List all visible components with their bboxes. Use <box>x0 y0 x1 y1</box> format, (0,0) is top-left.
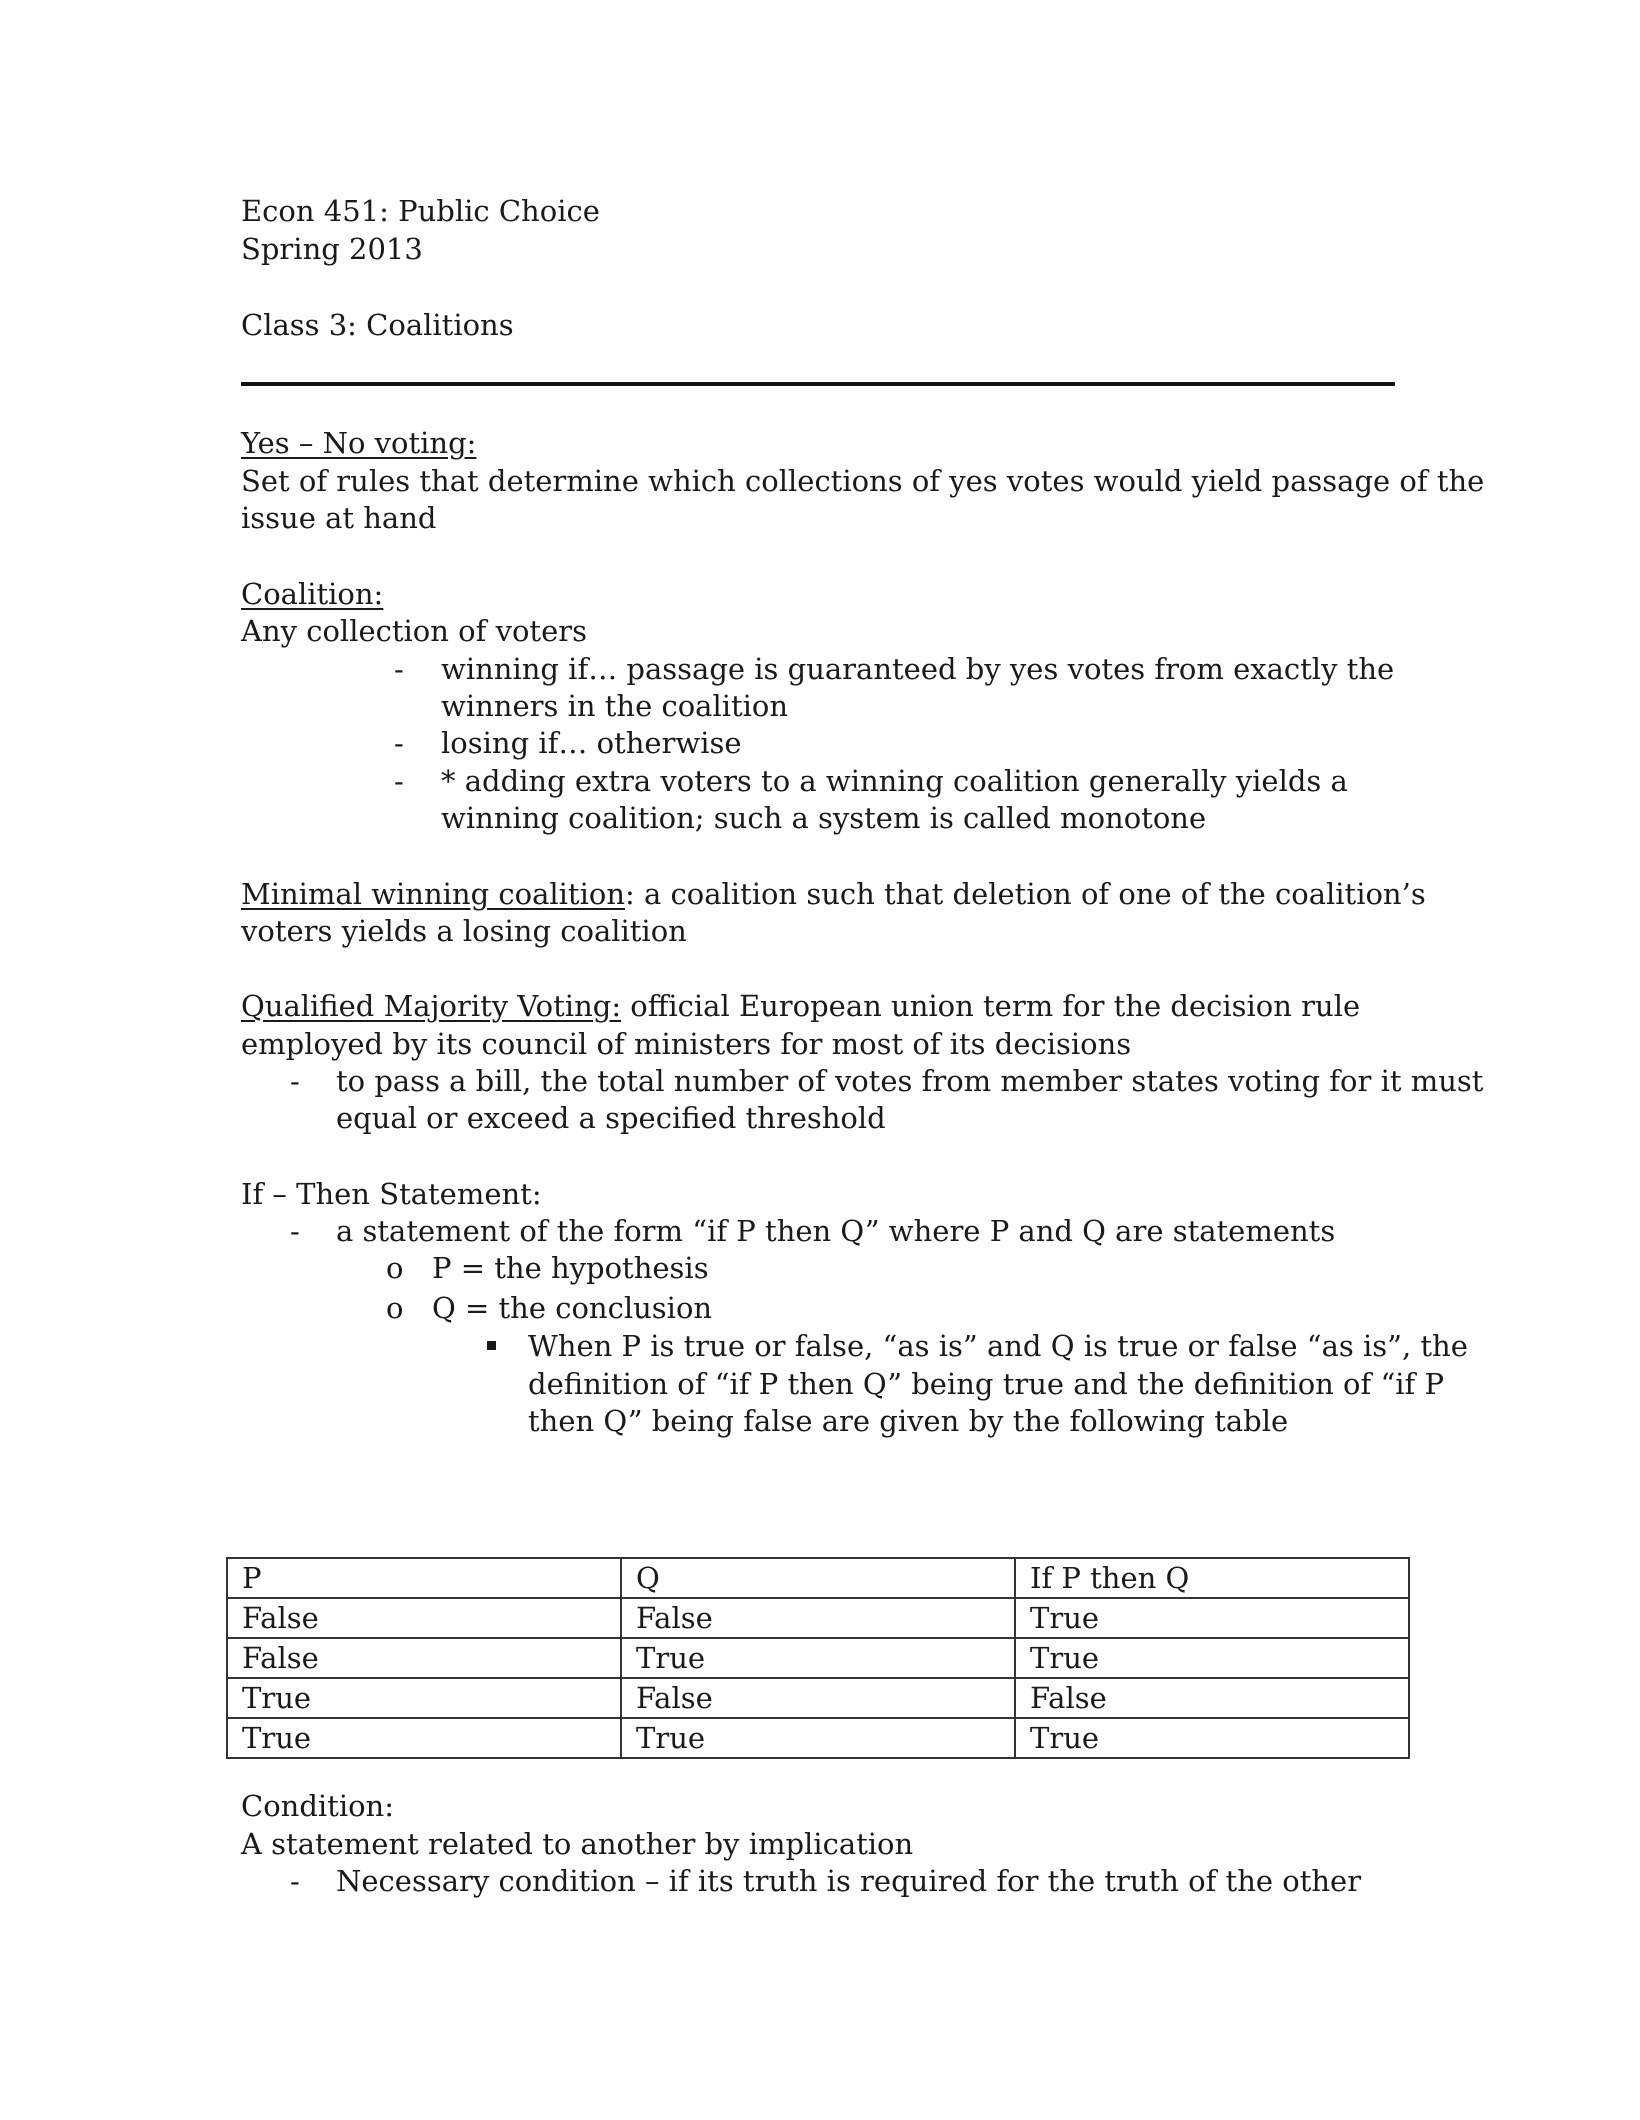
necessary-condition-bullet: Necessary condition – if its truth is required for the truth of the other <box>336 1864 1362 1898</box>
minimal-line-1 <box>241 875 1426 913</box>
circle-bullet-marker: o <box>386 1251 404 1285</box>
coalition-bullet-monotone-2: winning coalition; such a system is called monotone <box>441 801 1207 835</box>
table-cell: True <box>227 1678 621 1718</box>
coalition-bullet-winning-2: winners in the coalition <box>441 689 789 723</box>
minimal-line-2: voters yields a losing coalition <box>241 914 687 948</box>
table-header-row <box>227 1558 1409 1598</box>
conclusion-line: Q = the conclusion <box>432 1291 713 1325</box>
if-then-bullet: a statement of the form “if P then Q” where P and Q are statements <box>336 1214 1336 1248</box>
table-row <box>227 1638 1409 1678</box>
table-cell: True <box>1015 1638 1409 1678</box>
condition-heading: Condition: <box>241 1789 395 1823</box>
minimal-definition: : a coalition such that deletion of one of the coalition’s <box>625 877 1426 911</box>
hypothesis-line: P = the hypothesis <box>432 1251 709 1285</box>
qmv-line-2: employed by its council of ministers for most of its decisions <box>241 1027 1132 1061</box>
coalition-heading: Coalition: <box>241 577 384 611</box>
dash-marker: - <box>394 726 404 760</box>
square-bullet-icon <box>487 1341 496 1350</box>
table-cell: False <box>227 1638 621 1678</box>
coalition-definition: Any collection of voters <box>241 614 587 648</box>
table-row <box>227 1678 1409 1718</box>
qmv-bullet-2: equal or exceed a specified threshold <box>336 1101 886 1135</box>
dash-marker: - <box>290 1214 300 1248</box>
table-cell: False <box>1015 1678 1409 1718</box>
if-then-detail-3: then Q” being false are given by the following table <box>528 1404 1289 1438</box>
if-then-detail-1: When P is true or false, “as is” and Q is true or false “as is”, the <box>528 1329 1468 1363</box>
table-cell: True <box>1015 1718 1409 1758</box>
yes-no-line-1: Set of rules that determine which collections of yes votes would yield passage of the <box>241 464 1485 498</box>
qmv-definition: official European union term for the decision rule <box>621 989 1361 1023</box>
horizontal-rule <box>241 382 1395 386</box>
dash-marker: - <box>290 1864 300 1898</box>
if-then-heading: If – Then Statement: <box>241 1177 542 1211</box>
table-row <box>227 1718 1409 1758</box>
coalition-bullet-winning-1: winning if… passage is guaranteed by yes votes from exactly the <box>441 652 1395 686</box>
if-then-detail-2: definition of “if P then Q” being true and the definition of “if P <box>528 1367 1445 1401</box>
qmv-bullet-1: to pass a bill, the total number of votes from member states voting for it must <box>336 1064 1484 1098</box>
dash-marker: - <box>394 764 404 798</box>
dash-marker: - <box>394 652 404 686</box>
yes-no-line-2: issue at hand <box>241 501 437 535</box>
table-cell: False <box>621 1598 1015 1638</box>
yes-no-heading: Yes – No voting: <box>241 426 477 460</box>
condition-definition: A statement related to another by implication <box>241 1827 914 1861</box>
table-cell: True <box>621 1638 1015 1678</box>
class-title: Class 3: Coalitions <box>241 308 514 342</box>
table-header-cell: If P then Q <box>1015 1558 1409 1598</box>
truth-table <box>226 1557 1410 1759</box>
qmv-term: Qualified Majority Voting: <box>241 989 622 1023</box>
coalition-bullet-monotone-1: * adding extra voters to a winning coalition generally yields a <box>441 764 1348 798</box>
table-cell: True <box>1015 1598 1409 1638</box>
dash-marker: - <box>290 1064 300 1098</box>
minimal-term: Minimal winning coalition <box>241 877 625 911</box>
qmv-line-1 <box>241 987 1360 1025</box>
table-row <box>227 1598 1409 1638</box>
table-header-cell: P <box>227 1558 621 1598</box>
course-title: Econ 451: Public Choice <box>241 194 600 228</box>
coalition-bullet-losing: losing if… otherwise <box>441 726 742 760</box>
table-header-cell: Q <box>621 1558 1015 1598</box>
table-cell: True <box>227 1718 621 1758</box>
table-cell: False <box>621 1678 1015 1718</box>
circle-bullet-marker: o <box>386 1291 404 1325</box>
term-label: Spring 2013 <box>241 232 423 266</box>
table-cell: False <box>227 1598 621 1638</box>
table-cell: True <box>621 1718 1015 1758</box>
